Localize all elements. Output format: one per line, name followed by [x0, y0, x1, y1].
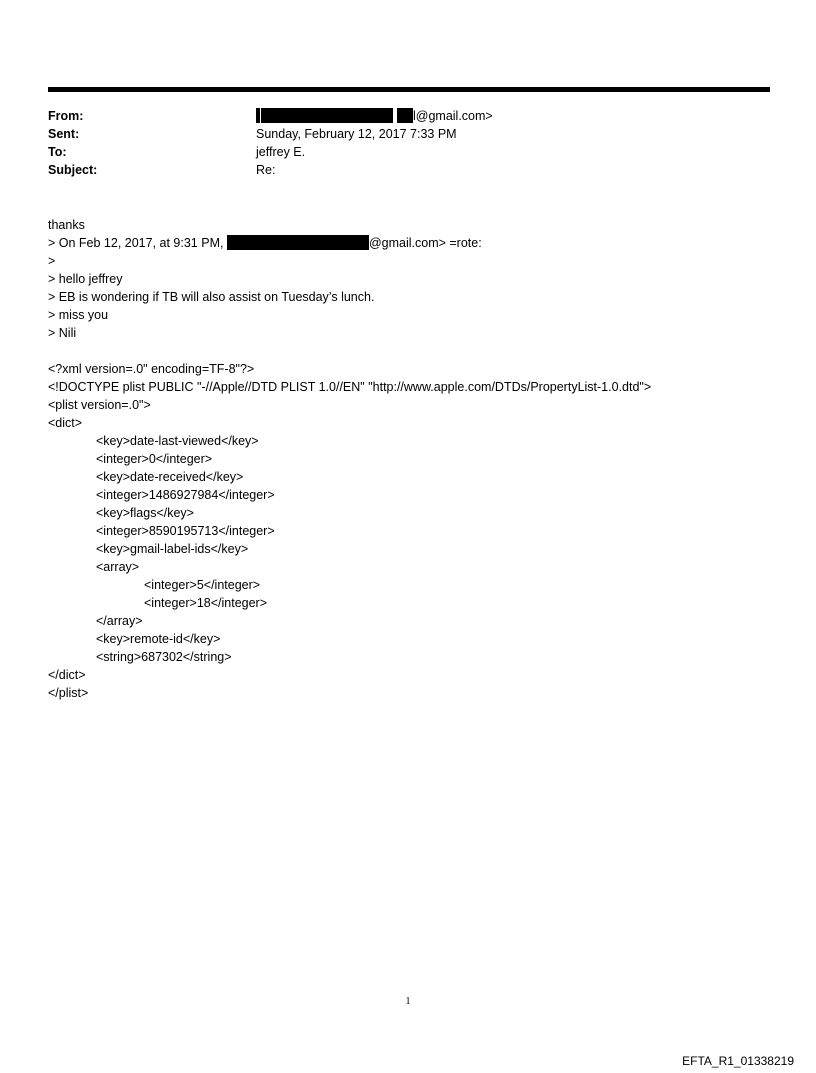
header-divider [48, 87, 770, 92]
quote-intro-pre: > On Feb 12, 2017, at 9:31 PM, [48, 236, 224, 250]
plist-line: <key>gmail-label-ids</key> [96, 542, 249, 556]
quote-intro-post: @gmail.com> =rote: [368, 236, 482, 250]
reply-line: thanks [48, 218, 85, 232]
quote-line: > hello jeffrey [48, 272, 123, 286]
from-value [256, 107, 493, 125]
plist-line: <key>remote-id</key> [96, 632, 221, 646]
dict-open: <dict> [48, 416, 83, 430]
plist-line: <key>flags</key> [96, 506, 194, 520]
plist-close: </plist> [48, 686, 89, 700]
spacer [48, 342, 651, 360]
from-label: From: [48, 109, 84, 123]
plist-array-item: <integer>5</integer> [144, 578, 261, 592]
plist-open: <plist version=.0"> [48, 398, 151, 412]
plist-line: <integer>1486927984</integer> [96, 488, 275, 502]
plist-line: <integer>0</integer> [96, 452, 213, 466]
plist-doctype: <!DOCTYPE plist PUBLIC "-//Apple//DTD PLIST 1.0//EN" "http://www.apple.com/DTDs/PropertyList-1.0.dtd"> [48, 380, 652, 394]
quote-intro [48, 234, 651, 252]
from-address: l@gmail.com> [413, 109, 493, 123]
plist-line: </array> [96, 614, 143, 628]
dict-close: </dict> [48, 668, 86, 682]
quote-line: > [48, 254, 56, 268]
redaction-bar [397, 108, 413, 123]
subject-value: Re: [256, 163, 276, 177]
sent-value: Sunday, February 12, 2017 7:33 PM [256, 127, 457, 141]
to-label: To: [48, 145, 67, 159]
subject-label: Subject: [48, 163, 98, 177]
redaction-bar [227, 235, 369, 250]
bates-number: EFTA_R1_01338219 [682, 1054, 794, 1068]
email-body [48, 216, 651, 702]
quote-line: > Nili [48, 326, 77, 340]
plist-line: <key>date-received</key> [96, 470, 244, 484]
plist-xml-decl: <?xml version=.0" encoding=TF-8"?> [48, 362, 255, 376]
page-number: 1 [405, 996, 411, 1007]
plist-line: <key>date-last-viewed</key> [96, 434, 259, 448]
plist-array-item: <integer>18</integer> [144, 596, 268, 610]
redaction-bar [261, 108, 393, 123]
quote-line: > EB is wondering if TB will also assist on Tuesday’s lunch. [48, 290, 375, 304]
to-value: jeffrey E. [256, 145, 306, 159]
quote-line: > miss you [48, 308, 109, 322]
redaction-bar [256, 108, 260, 123]
plist-line: <string>687302</string> [96, 650, 232, 664]
plist-line: <integer>8590195713</integer> [96, 524, 275, 538]
sent-label: Sent: [48, 127, 80, 141]
plist-line: <array> [96, 560, 140, 574]
